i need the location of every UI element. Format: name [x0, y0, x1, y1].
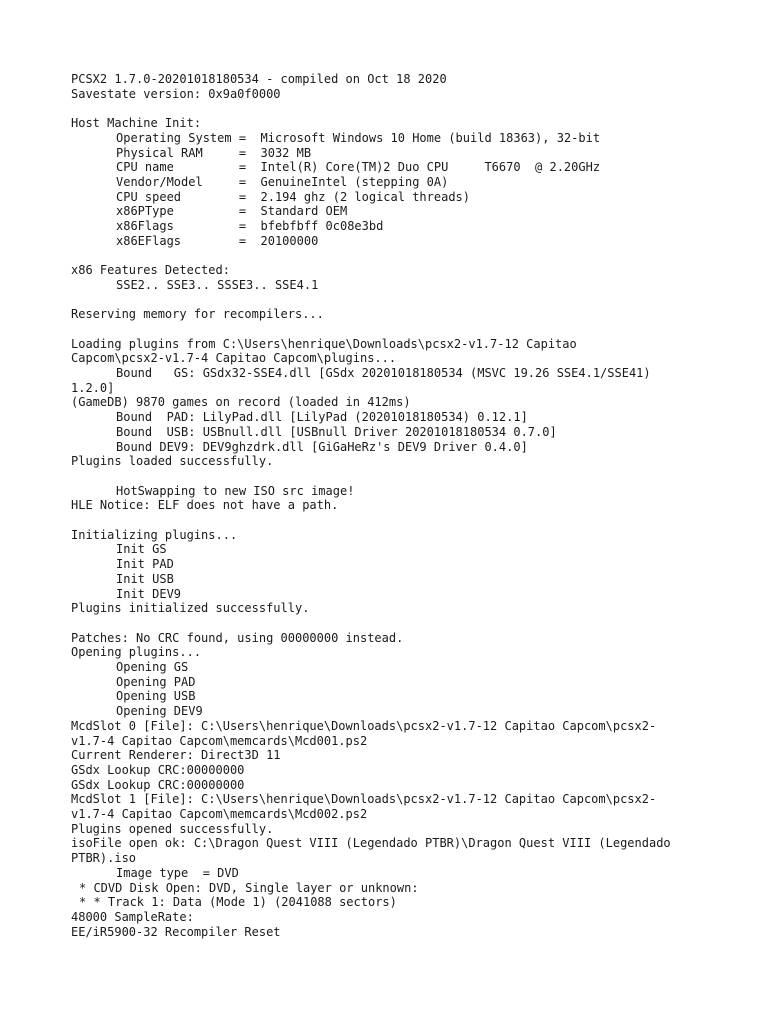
log-line-init-gs: Init GS — [116, 542, 167, 557]
log-line-mcdslot-1: McdSlot 1 [File]: C:\Users\henrique\Downloads\pcsx2-v1.7-12 Capitao Capcom\pcsx2- — [71, 792, 657, 807]
log-line-opening-gs: Opening GS — [116, 660, 189, 675]
log-line-init-pad: Init PAD — [116, 557, 174, 572]
log-line-init-ok: Plugins initialized successfully. — [71, 601, 310, 616]
log-line-bound-gs-cont: 1.2.0] — [71, 380, 115, 395]
log-line-bound-gs: Bound GS: GSdx32-SSE4.dll [GSdx 20201018180534 (MSVC 19.26 SSE4.1/SSE41) — [116, 366, 651, 380]
log-line-plugins-loaded: Plugins loaded successfully. — [71, 454, 274, 469]
log-line-opening-dev9: Opening DEV9 — [116, 704, 203, 719]
log-line-host-flags: x86Flags = bfebfbff 0c08e3bd — [116, 219, 384, 234]
log-line-host-vendor: Vendor/Model = GenuineIntel (stepping 0A) — [116, 174, 449, 189]
log-line-cdvd-open: * CDVD Disk Open: DVD, Single layer or unknown: — [79, 880, 419, 895]
log-line-init-dev9: Init DEV9 — [116, 586, 182, 601]
log-line-opening-pad: Opening PAD — [116, 674, 196, 689]
log-line-hle-notice: HLE Notice: ELF does not have a path. — [71, 498, 339, 513]
log-line-features-title: x86 Features Detected: — [71, 263, 230, 278]
log-line-host-os: Operating System = Microsoft Windows 10 Home (build 18363), 32-bit — [116, 130, 601, 145]
log-line-version: PCSX2 1.7.0-20201018180534 - compiled on Oct 18 2020 — [71, 72, 447, 86]
log-line-init-usb: Init USB — [116, 571, 174, 586]
log-line-renderer: Current Renderer: Direct3D 11 — [71, 748, 281, 763]
log-blank-line — [71, 513, 711, 528]
log-line-crc-1: GSdx Lookup CRC:00000000 — [71, 762, 245, 777]
log-blank-line — [71, 469, 711, 484]
log-line-host-ptype: x86PType = Standard OEM — [116, 204, 348, 219]
log-blank-line — [71, 101, 711, 116]
log-line-bound-pad: Bound PAD: LilyPad.dll [LilyPad (20201018180534) 0.12.1] — [116, 410, 528, 425]
log-line-init-title: Initializing plugins... — [71, 527, 238, 542]
log-line-host-cpu-speed: CPU speed = 2.194 ghz (2 logical threads) — [116, 189, 471, 204]
log-line-crc-2: GSdx Lookup CRC:00000000 — [71, 777, 245, 792]
log-blank-line — [71, 293, 711, 308]
log-line-host-title: Host Machine Init: — [71, 116, 202, 131]
log-line-opened-ok: Plugins opened successfully. — [71, 821, 274, 836]
log-line-host-ram: Physical RAM = 3032 MB — [116, 145, 312, 160]
log-line-mcdslot-1-cont: v1.7-4 Capitao Capcom\memcards\Mcd002.ps2 — [71, 807, 368, 822]
log-line-opening-title: Opening plugins... — [71, 645, 202, 660]
log-line-host-cpu-name: CPU name = Intel(R) Core(TM)2 Duo CPU T6670 @ 2.20GHz — [116, 160, 601, 175]
log-blank-line — [71, 322, 711, 337]
log-line-image-type: Image type = DVD — [116, 865, 239, 880]
log-line-mcdslot-0-cont: v1.7-4 Capitao Capcom\memcards\Mcd001.ps2 — [71, 733, 368, 748]
log-line-hotswap: HotSwapping to new ISO src image! — [116, 483, 355, 498]
log-line-savestate: Savestate version: 0x9a0f0000 — [71, 86, 281, 101]
log-line-reserving: Reserving memory for recompilers... — [71, 307, 324, 322]
log-blank-line — [71, 248, 711, 263]
log-line-loading-plugins: Loading plugins from C:\Users\henrique\Downloads\pcsx2-v1.7-12 Capitao — [71, 336, 577, 351]
log-line-host-eflags: x86EFlags = 20100000 — [116, 233, 319, 248]
log-line-loading-plugins-cont: Capcom\pcsx2-v1.7-4 Capitao Capcom\plugins... — [71, 351, 397, 366]
log-line-mcdslot-0: McdSlot 0 [File]: C:\Users\henrique\Downloads\pcsx2-v1.7-12 Capitao Capcom\pcsx2- — [71, 718, 657, 733]
log-line-track: * * Track 1: Data (Mode 1) (2041088 sectors) — [79, 895, 397, 910]
log-line-features: SSE2.. SSE3.. SSSE3.. SSE4.1 — [116, 277, 319, 292]
log-line-patches: Patches: No CRC found, using 00000000 instead. — [71, 630, 404, 645]
console-log — [71, 72, 711, 939]
log-line-samplerate: 48000 SampleRate: — [71, 909, 194, 924]
log-line-isofile: isoFile open ok: C:\Dragon Quest VIII (Legendado PTBR)\Dragon Quest VIII (Legendado — [71, 836, 671, 851]
log-line-recompiler-reset: EE/iR5900-32 Recompiler Reset — [71, 924, 281, 939]
log-line-bound-dev9: Bound DEV9: DEV9ghzdrk.dll [GiGaHeRz's DEV9 Driver 0.4.0] — [116, 439, 528, 454]
log-line-gamedb: (GameDB) 9870 games on record (loaded in 412ms) — [71, 395, 411, 410]
log-line-bound-usb: Bound USB: USBnull.dll [USBnull Driver 20201018180534 0.7.0] — [116, 424, 557, 439]
log-line-isofile-cont: PTBR).iso — [71, 851, 137, 866]
log-blank-line — [71, 616, 711, 631]
log-line-opening-usb: Opening USB — [116, 689, 196, 704]
